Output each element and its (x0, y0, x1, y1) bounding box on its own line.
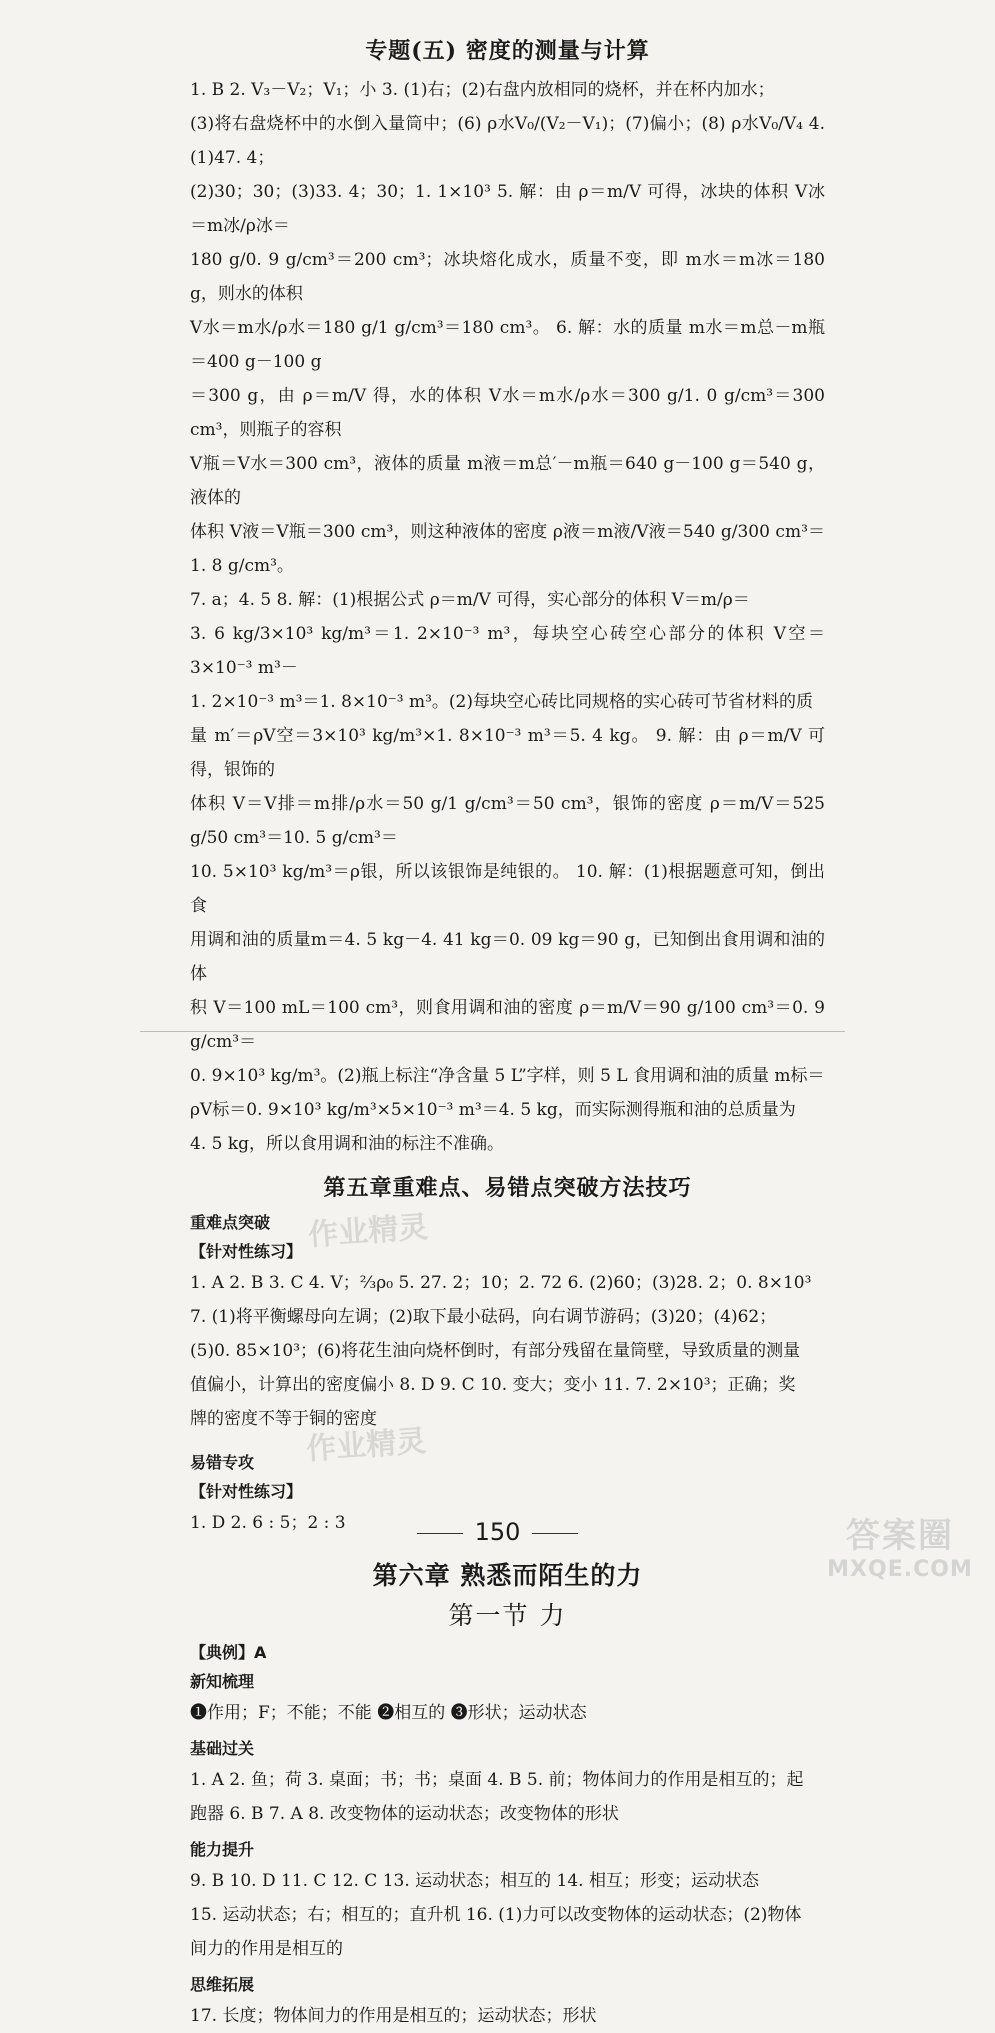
answer-line: 间力的作用是相互的 (190, 1939, 343, 1959)
answer-line: 牌的密度不等于铜的密度 (190, 1409, 377, 1429)
left-dash (417, 1533, 463, 1534)
section5-title: 专题(五) 密度的测量与计算 (365, 38, 650, 64)
answer-line: 量 m′＝ρV空＝3×10³ kg/m³×1. 8×10⁻³ m³＝5. 4 kg。 9. 解：由 ρ＝m/V 可得，银饰的 (190, 726, 825, 780)
answer-line: V水＝m水/ρ水＝180 g/1 g/cm³＝180 cm³。 6. 解：水的质量 m水＝m总－m瓶＝400 g－100 g (190, 318, 825, 372)
answer-line: V瓶＝V水＝300 cm³，液体的质量 m液＝m总′－m瓶＝640 g－100 g＝540 g，液体的 (190, 454, 825, 508)
right-dash (532, 1533, 578, 1534)
error-practice-heading: 【针对性练习】 (190, 1482, 303, 1501)
answer-line: 10. 5×10³ kg/m³＝ρ银，所以该银饰是纯银的。 10. 解：(1)根据题意可知，倒出食 (190, 862, 825, 916)
basic-answers (190, 1763, 825, 1831)
ability-answers (190, 1864, 825, 1966)
answer-line: 3. 6 kg/3×10³ kg/m³＝1. 2×10⁻³ m³，每块空心砖空心部分的体积 V空＝3×10⁻³ m³－ (190, 624, 825, 678)
answer-line: 4. 5 kg，所以食用调和油的标注不准确。 (190, 1134, 505, 1154)
answer-line: 1. A 2. 鱼；荷 3. 桌面；书；书；桌面 4. B 5. 前；物体间力的作用是相互的；起 (190, 1770, 804, 1790)
answer-line: 1. B 2. V₃－V₂；V₁；小 3. (1)右；(2)右盘内放相同的烧杯，并在杯内加水； (190, 80, 775, 100)
practice-heading: 【针对性练习】 (190, 1242, 303, 1261)
answer-line: 用调和油的质量m＝4. 5 kg－4. 41 kg＝0. 09 kg＝90 g，已知倒出食用调和油的体 (190, 930, 825, 984)
answer-line: 9. B 10. D 11. C 12. C 13. 运动状态；相互的 14. 相互；形变；运动状态 (190, 1871, 759, 1891)
hard-answers (190, 1266, 825, 1436)
answer-line: 1. D 2. 6 : 5；2 : 3 (190, 1513, 346, 1533)
chapter5-review-title: 第五章重难点、易错点突破方法技巧 (323, 1175, 692, 1201)
answer-line: ❶作用；F；不能；不能 ❷相互的 ❸形状；运动状态 (190, 1703, 587, 1723)
answer-line: 积 V＝100 mL＝100 cm³，则食用调和油的密度 ρ＝m/V＝90 g/100 cm³＝0. 9 g/cm³＝ (190, 998, 825, 1052)
answer-line: 7. a；4. 5 8. 解：(1)根据公式 ρ＝m/V 可得，实心部分的体积 V＝m/ρ＝ (190, 590, 750, 610)
section-title: 第一节 力 (448, 1601, 567, 1630)
ability-heading: 能力提升 (190, 1840, 255, 1859)
basic-heading: 基础过关 (190, 1739, 255, 1758)
answer-line: 17. 长度；物体间力的作用是相互的；运动状态；形状 (190, 2006, 597, 2026)
answer-line: 体积 V＝V排＝m排/ρ水＝50 g/1 g/cm³＝50 cm³，银饰的密度 ρ＝m/V＝525 g/50 cm³＝10. 5 g/cm³＝ (190, 794, 825, 848)
answer-line: 7. (1)将平衡螺母向左调；(2)取下最小砝码，向右调节游码；(3)20；(4)62； (190, 1307, 777, 1327)
think-answers (190, 1999, 825, 2033)
answer-line: 0. 9×10³ kg/m³。(2)瓶上标注“净含量 5 L”字样，则 5 L 食用调和油的质量 m标＝ (190, 1066, 825, 1086)
hard-heading: 重难点突破 (190, 1213, 271, 1232)
stamp-watermark-2: 作业精灵 (305, 1423, 428, 1468)
section-divider (140, 1031, 845, 1032)
site-watermark (825, 1508, 975, 1582)
answer-line: 180 g/0. 9 g/cm³＝200 cm³；冰块熔化成水，质量不变，即 m水＝m冰＝180 g，则水的体积 (190, 250, 825, 304)
answer-line: 体积 V液＝V瓶＝300 cm³，则这种液体的密度 ρ液＝m液/V液＝540 g/300 cm³＝1. 8 g/cm³。 (190, 522, 825, 576)
watermark-logo: 答案圈 (846, 1516, 954, 1556)
chapter6-title: 第六章 熟悉而陌生的力 (372, 1561, 643, 1590)
answer-line: 值偏小，计算出的密度偏小 8. D 9. C 10. 变大；变小 11. 7. 2×10³；正确；奖 (190, 1375, 796, 1395)
answer-line: 1. A 2. B 3. C 4. V；⅔ρ₀ 5. 27. 2；10；2. 72 6. (2)60；(3)28. 2；0. 8×10³ (190, 1273, 812, 1293)
stamp-watermark-1: 作业精灵 (307, 1209, 430, 1254)
watermark-url: MXQE.COM (827, 1557, 973, 1582)
answer-line: ρV标＝0. 9×10³ kg/m³×5×10⁻³ m³＝4. 5 kg，而实际测得瓶和油的总质量为 (190, 1100, 796, 1120)
page-number-text: 150 (474, 1518, 521, 1546)
answer-line: (3)将右盘烧杯中的水倒入量筒中；(6) ρ水V₀/(V₂－V₁)；(7)偏小；(8) ρ水V₀/V₄ 4. (1)47. 4； (190, 114, 825, 168)
new-answers (190, 1696, 825, 1730)
new-heading: 新知梳理 (190, 1672, 255, 1691)
answer-line: (5)0. 85×10³；(6)将花生油向烧杯倒时，有部分残留在量筒壁，导致质量的测量 (190, 1341, 801, 1361)
example-line: 【典例】A (190, 1643, 267, 1662)
section5-answers (190, 73, 825, 1161)
error-heading: 易错专攻 (190, 1453, 255, 1472)
answer-line: ＝300 g，由 ρ＝m/V 得，水的体积 V水＝m水/ρ水＝300 g/1. 0 g/cm³＝300 cm³，则瓶子的容积 (190, 386, 825, 440)
answer-line: (2)30；30；(3)33. 4；30；1. 1×10³ 5. 解：由 ρ＝m/V 可得，冰块的体积 V冰＝m冰/ρ冰＝ (190, 182, 825, 236)
answer-line: 15. 运动状态；右；相互的；直升机 16. (1)力可以改变物体的运动状态；(2)物体 (190, 1905, 802, 1925)
think-heading: 思维拓展 (190, 1975, 255, 1994)
answer-line: 1. 2×10⁻³ m³＝1. 8×10⁻³ m³。(2)每块空心砖比同规格的实心砖可节省材料的质 (190, 692, 813, 712)
answer-line: 跑器 6. B 7. A 8. 改变物体的运动状态；改变物体的形状 (190, 1804, 619, 1824)
